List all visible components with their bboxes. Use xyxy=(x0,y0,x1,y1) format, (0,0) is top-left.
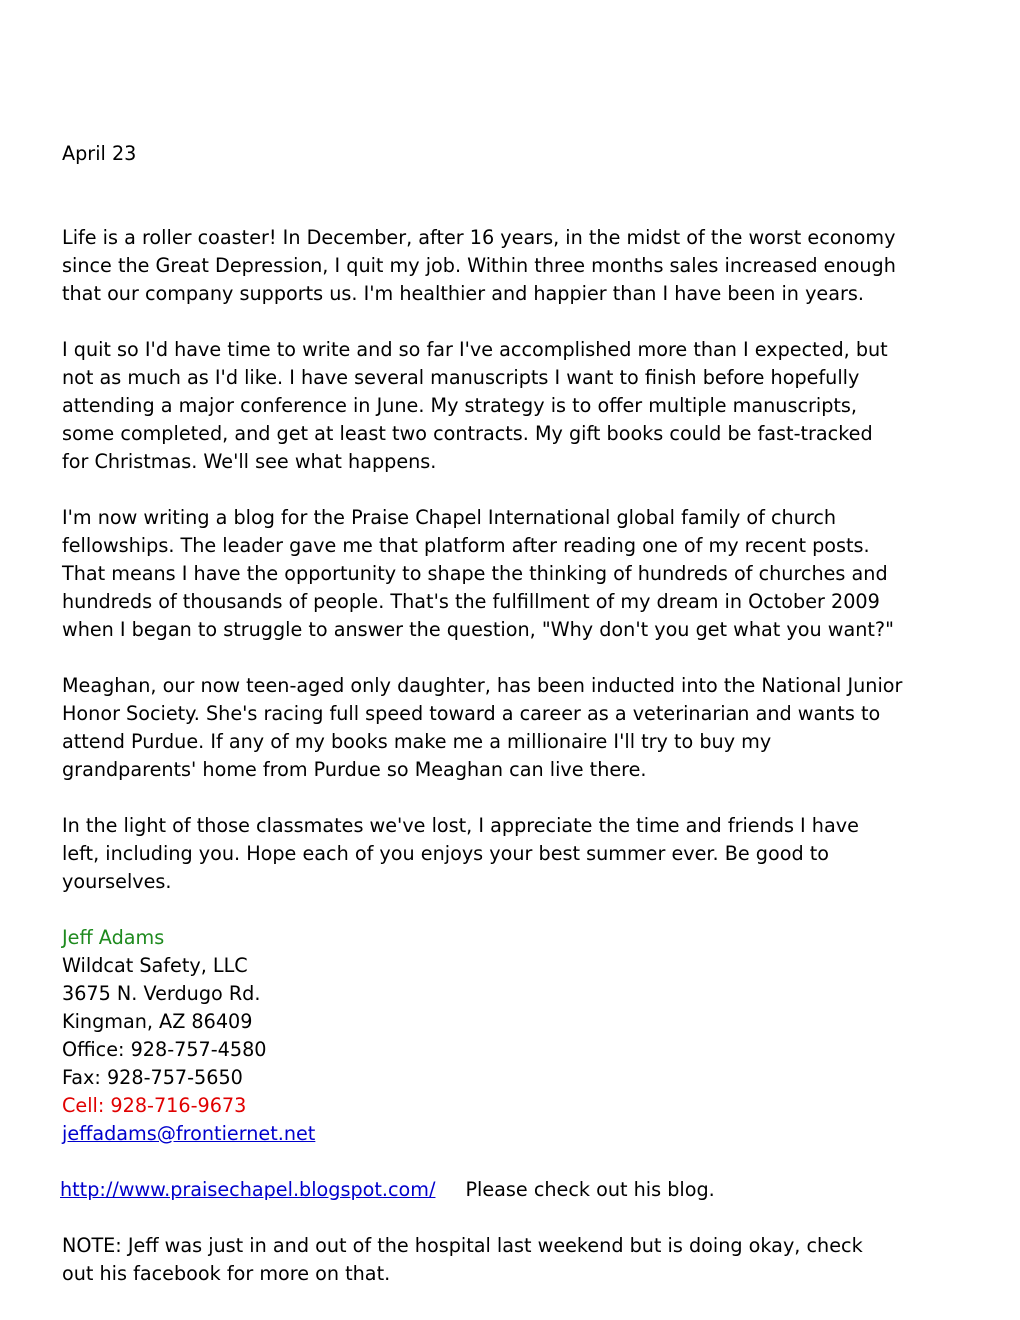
signature-city: Kingman, AZ 86409 xyxy=(62,1010,253,1033)
paragraph-line: I'm now writing a blog for the Praise Chapel International global family of church xyxy=(62,506,837,529)
blog-row xyxy=(62,1176,962,1204)
paragraph-line: Life is a roller coaster! In December, after 16 years, in the midst of the worst economy xyxy=(62,226,896,249)
paragraph-line: In the light of those classmates we've lost, I appreciate the time and friends I have xyxy=(62,814,859,837)
paragraph-line: Meaghan, our now teen-aged only daughter, has been inducted into the National Junior xyxy=(62,674,903,697)
paragraph-line: for Christmas. We'll see what happens. xyxy=(62,450,437,473)
paragraph-line: since the Great Depression, I quit my job. Within three months sales increased enough xyxy=(62,254,896,277)
paragraph-line: hundreds of thousands of people. That's the fulfillment of my dream in October 2009 xyxy=(62,590,880,613)
paragraph-line: not as much as I'd like. I have several manuscripts I want to finish before hopefully xyxy=(62,366,860,389)
paragraph-line: I quit so I'd have time to write and so far I've accomplished more than I expected, but xyxy=(62,338,888,361)
signature-fax: Fax: 928-757-5650 xyxy=(62,1066,243,1089)
letter-date: April 23 xyxy=(62,142,137,165)
paragraph-line: grandparents' home from Purdue so Meaghan can live there. xyxy=(62,758,647,781)
paragraph-4 xyxy=(62,672,962,784)
paragraph-line: attend Purdue. If any of my books make me a millionaire I'll try to buy my xyxy=(62,730,772,753)
signature-name: Jeff Adams xyxy=(62,926,165,949)
note-line: NOTE: Jeff was just in and out of the hospital last weekend but is doing okay, check xyxy=(62,1234,863,1257)
paragraph-3 xyxy=(62,504,962,644)
letter-page xyxy=(62,140,962,1288)
note-block xyxy=(62,1232,962,1288)
blog-note: Please check out his blog. xyxy=(465,1178,715,1201)
paragraph-line: when I began to struggle to answer the question, "Why don't you get what you want?" xyxy=(62,618,894,641)
paragraph-5 xyxy=(62,812,962,896)
paragraph-line: that our company supports us. I'm healthier and happier than I have been in years. xyxy=(62,282,864,305)
signature-street: 3675 N. Verdugo Rd. xyxy=(62,982,261,1005)
paragraph-2 xyxy=(62,336,962,476)
paragraph-line: some completed, and get at least two contracts. My gift books could be fast-tracked xyxy=(62,422,873,445)
blog-link[interactable]: http://www.praisechapel.blogspot.com/ xyxy=(60,1178,436,1201)
signature-cell-phone: Cell: 928-716-9673 xyxy=(62,1094,247,1117)
signature-block xyxy=(62,924,962,1148)
paragraph-line: Honor Society. She's racing full speed toward a career as a veterinarian and wants to xyxy=(62,702,881,725)
paragraph-line: fellowships. The leader gave me that platform after reading one of my recent posts. xyxy=(62,534,870,557)
note-line: out his facebook for more on that. xyxy=(62,1262,391,1285)
signature-email-link[interactable]: jeffadams@frontiernet.net xyxy=(62,1122,316,1145)
signature-office-phone: Office: 928-757-4580 xyxy=(62,1038,267,1061)
signature-company: Wildcat Safety, LLC xyxy=(62,954,248,977)
paragraph-1 xyxy=(62,224,962,308)
paragraph-line: That means I have the opportunity to shape the thinking of hundreds of churches and xyxy=(62,562,888,585)
paragraph-line: yourselves. xyxy=(62,870,172,893)
paragraph-line: attending a major conference in June. My strategy is to offer multiple manuscripts, xyxy=(62,394,858,417)
paragraph-line: left, including you. Hope each of you enjoys your best summer ever. Be good to xyxy=(62,842,830,865)
